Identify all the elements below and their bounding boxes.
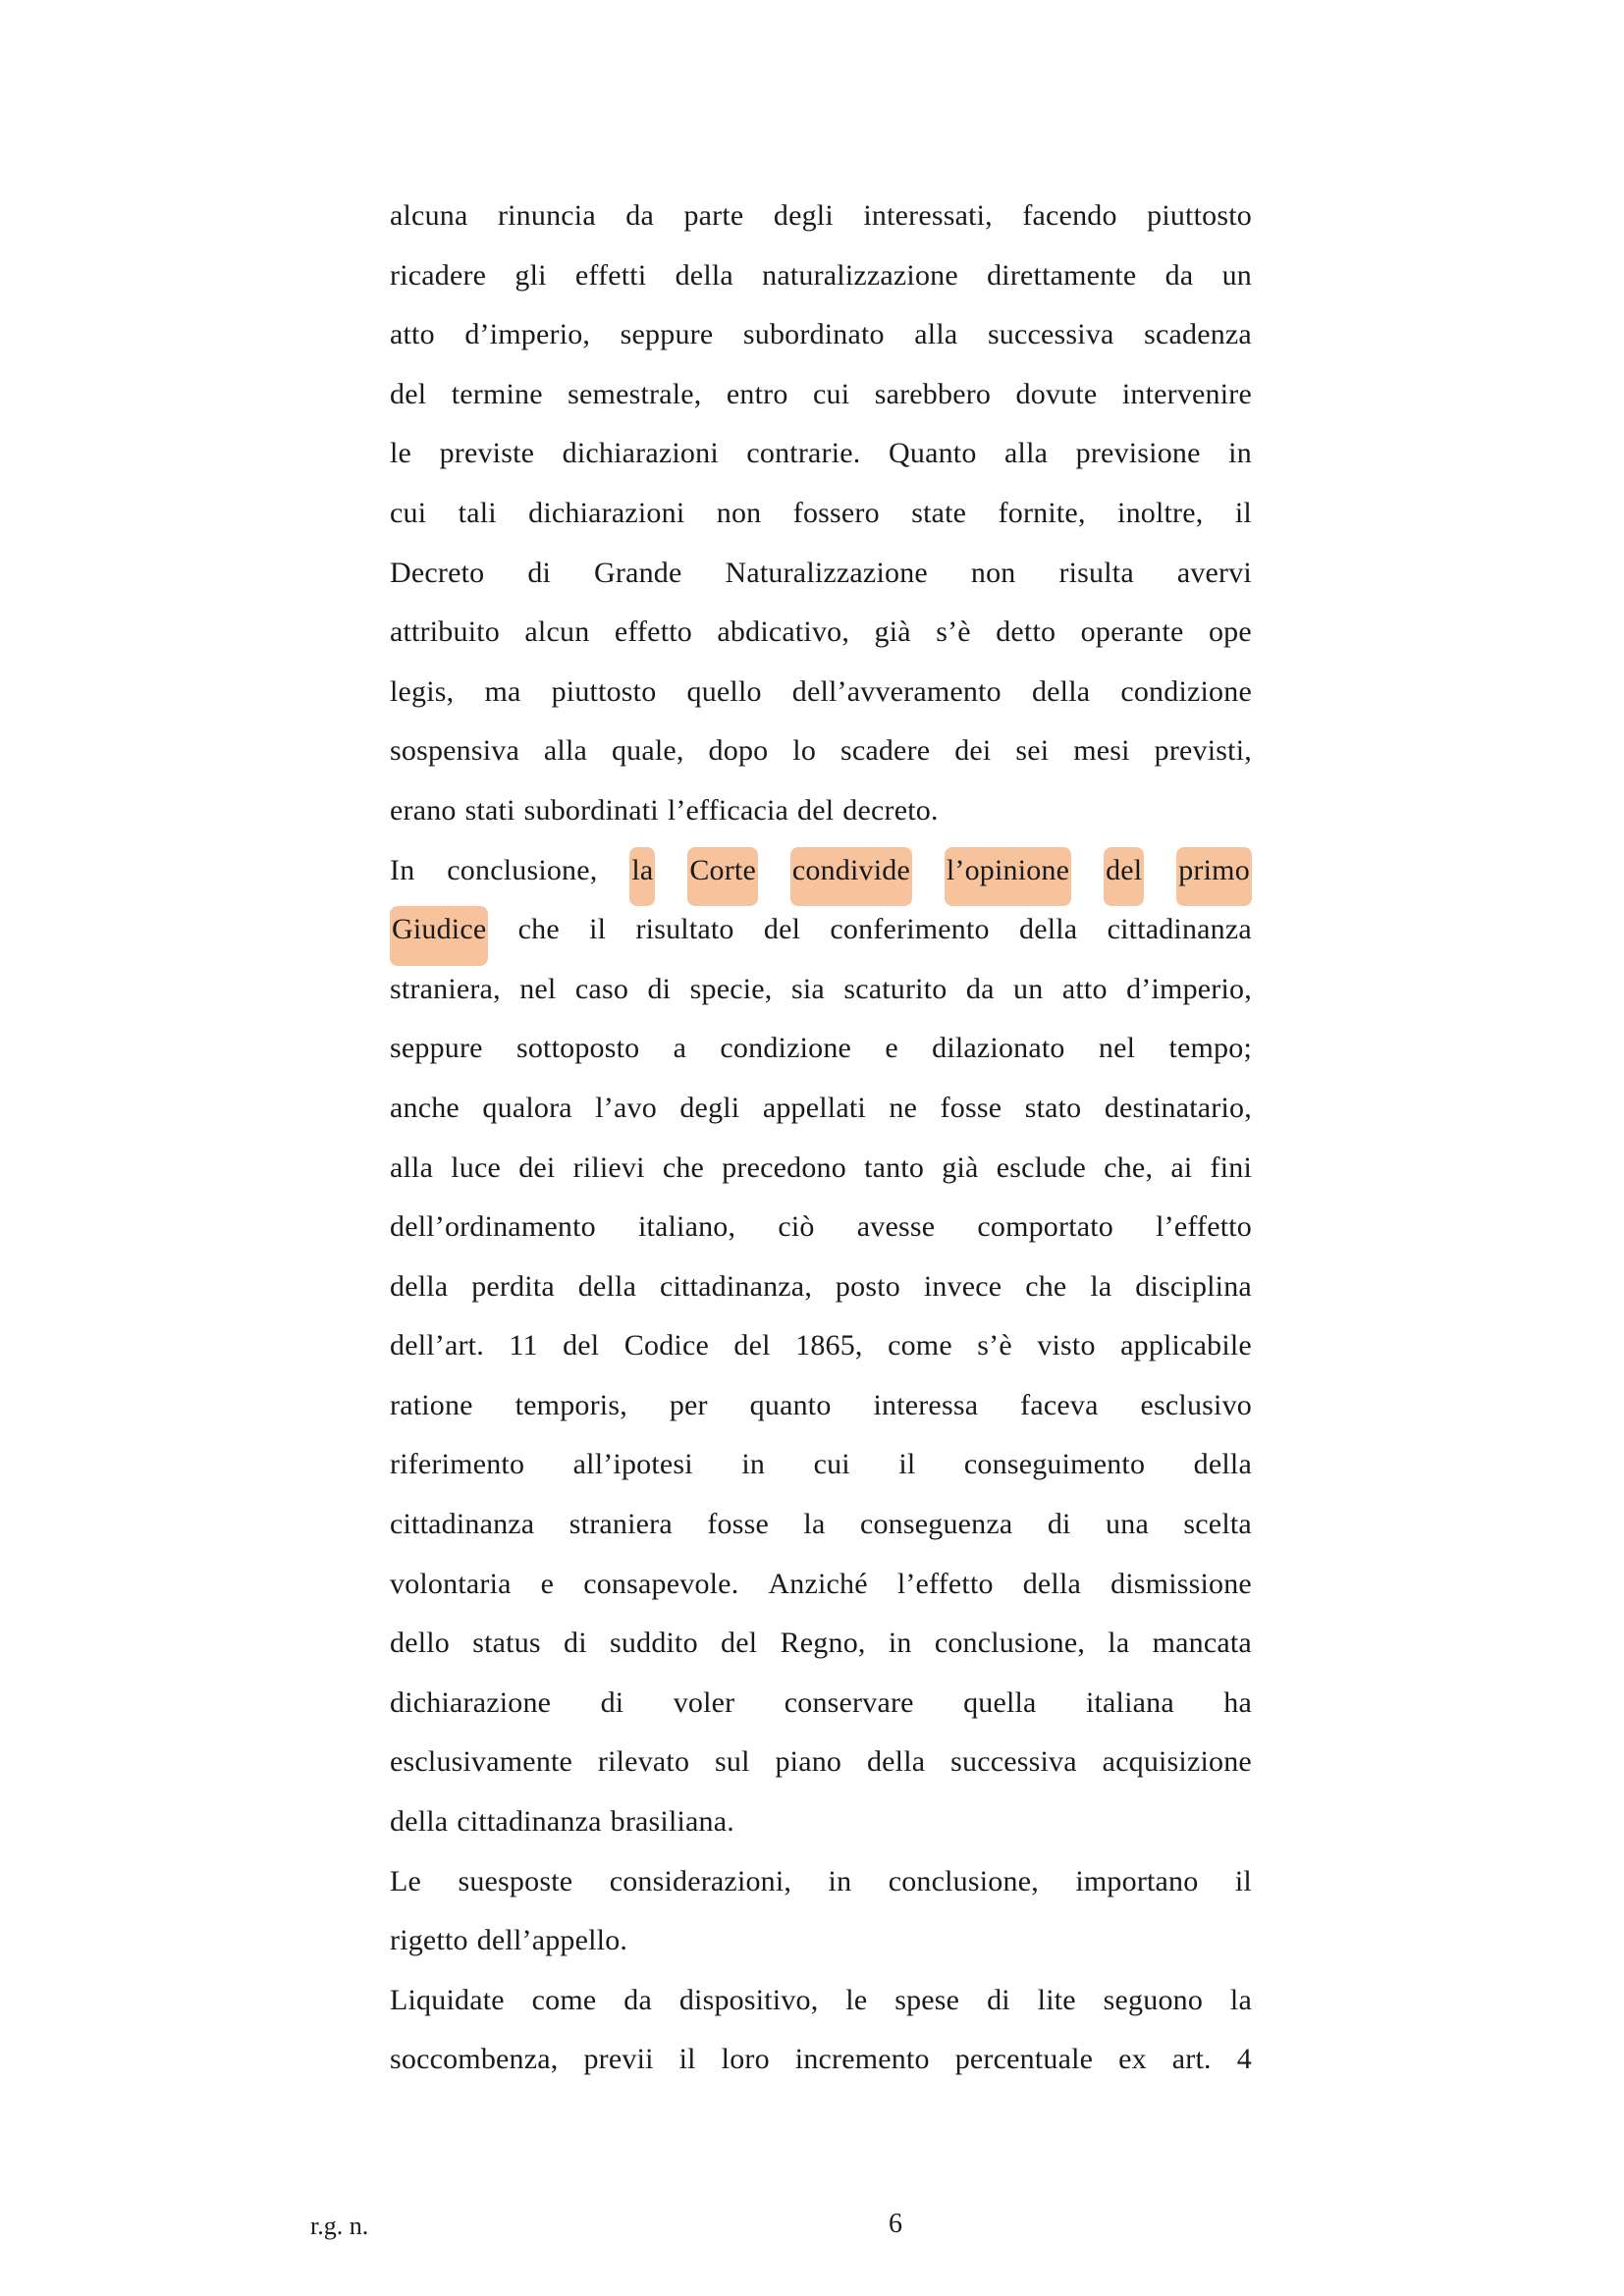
word: facendo — [1022, 199, 1117, 232]
word: cui — [813, 377, 850, 410]
word: della — [675, 258, 733, 292]
word: detto — [996, 615, 1056, 649]
word: ha — [1223, 1685, 1252, 1719]
word: da — [623, 1983, 652, 2016]
word: non — [970, 556, 1016, 589]
word: risultato — [635, 913, 734, 946]
word: percentuale — [954, 2043, 1094, 2076]
word: cittadinanza — [1107, 913, 1252, 946]
text-line — [390, 727, 1252, 787]
word: ope — [1208, 615, 1252, 649]
word: la — [1108, 1627, 1130, 1660]
word: avesse — [856, 1210, 936, 1244]
word: previste — [439, 437, 535, 470]
highlighted-word: primo — [1176, 847, 1252, 907]
word: art. — [1171, 2043, 1212, 2076]
highlighted-word: l’opinione — [945, 847, 1071, 907]
text-line — [390, 1322, 1252, 1382]
word: voler — [673, 1685, 735, 1719]
word: dilazionato — [932, 1032, 1065, 1065]
highlighted-word: Giudice — [390, 906, 488, 966]
word: della — [390, 1805, 449, 1839]
word: del — [733, 1329, 771, 1362]
word: un — [1221, 258, 1252, 292]
word: Quanto — [889, 437, 977, 470]
word: alla — [1004, 437, 1049, 470]
word: per — [669, 1388, 708, 1421]
word: che — [662, 1150, 705, 1184]
text-line — [390, 1917, 1252, 1977]
word: s’è — [936, 615, 971, 649]
text-line — [390, 1441, 1252, 1501]
highlighted-word: Corte — [687, 847, 758, 907]
text-line — [390, 1798, 1252, 1858]
word: l’effetto — [1156, 1210, 1252, 1244]
word: scadere — [839, 734, 931, 768]
word: cittadinanza — [390, 1508, 535, 1541]
word: considerazioni, — [609, 1864, 792, 1897]
word: Codice — [623, 1329, 709, 1362]
word: Regno, — [780, 1627, 866, 1660]
word: in — [828, 1864, 852, 1897]
word: nel — [519, 972, 557, 1005]
word: italiana — [1085, 1685, 1174, 1719]
word: cittadinanza — [457, 1805, 602, 1839]
word: lo — [792, 734, 817, 768]
word: del — [390, 377, 427, 410]
word: acquisizione — [1102, 1745, 1252, 1779]
text-line — [390, 550, 1252, 610]
word: nel — [1098, 1032, 1136, 1065]
word: tali — [458, 496, 497, 529]
word: interessa — [873, 1388, 979, 1421]
word: inoltre, — [1117, 496, 1204, 529]
word: previsione — [1075, 437, 1201, 470]
word: dell’avveramento — [791, 674, 1001, 708]
word: specie, — [689, 972, 773, 1005]
word: volontaria — [390, 1567, 512, 1600]
word: del — [797, 793, 835, 827]
word: Le — [390, 1864, 422, 1897]
word: intervenire — [1121, 377, 1252, 410]
word: del — [563, 1329, 600, 1362]
word: fornite, — [998, 496, 1086, 529]
word: dichiarazioni — [562, 437, 719, 470]
word: tanto — [864, 1150, 925, 1184]
word: direttamente — [987, 258, 1137, 292]
word: anche — [390, 1091, 460, 1124]
text-line — [390, 1561, 1252, 1621]
word: la — [803, 1508, 826, 1541]
word: l’effetto — [896, 1567, 994, 1600]
word: che — [1025, 1269, 1067, 1303]
word: semestrale, — [568, 377, 702, 410]
word: risulta — [1058, 556, 1134, 589]
text-line — [390, 1382, 1252, 1442]
word: perdita — [471, 1269, 555, 1303]
word: alcun — [524, 615, 590, 649]
word: appellati — [762, 1091, 866, 1124]
word: fini — [1210, 1150, 1252, 1184]
word: di — [564, 1627, 587, 1660]
word: della — [577, 1269, 637, 1303]
word: conferimento — [830, 913, 990, 946]
word: gli — [514, 258, 547, 292]
word: qualora — [482, 1091, 572, 1124]
word: che, — [1104, 1150, 1154, 1184]
word: condizione — [1120, 674, 1252, 708]
word: riferimento — [390, 1448, 525, 1481]
text-line — [390, 490, 1252, 550]
word: rigetto — [390, 1924, 468, 1957]
word: di — [600, 1685, 624, 1719]
text-line — [390, 1263, 1252, 1323]
word: destinatario, — [1104, 1091, 1252, 1124]
word: luce — [451, 1150, 502, 1184]
word: s’è — [977, 1329, 1012, 1362]
word: tempo; — [1168, 1032, 1252, 1065]
word: da — [965, 972, 995, 1005]
word: 4 — [1236, 2043, 1252, 2076]
word: Grande — [594, 556, 682, 589]
word: dovute — [1015, 377, 1098, 410]
word: della — [1022, 1567, 1082, 1600]
text-line — [390, 311, 1252, 371]
word: a — [673, 1032, 687, 1065]
word: quanto — [749, 1388, 832, 1421]
word: straniera — [568, 1508, 673, 1541]
word: scaturito — [843, 972, 947, 1005]
text-line — [390, 1145, 1252, 1204]
word: termine — [451, 377, 543, 410]
word: decreto. — [842, 793, 939, 827]
word: ma — [484, 674, 521, 708]
word: della — [866, 1745, 926, 1779]
word: rinuncia — [497, 199, 596, 232]
word: e — [885, 1032, 898, 1065]
word: precedono — [722, 1150, 846, 1184]
word: di — [647, 972, 672, 1005]
word: 1865, — [795, 1329, 863, 1362]
text-line — [390, 252, 1252, 312]
word: le — [845, 1983, 868, 2016]
word: ne — [889, 1091, 918, 1124]
footer-reference: r.g. n. — [310, 2212, 369, 2240]
word: il — [1234, 496, 1252, 529]
word: mesi — [1073, 734, 1130, 768]
word: In — [390, 853, 415, 886]
word: di — [987, 1983, 1010, 2016]
word: soccombenza, — [390, 2043, 559, 2076]
word: conclusione, — [447, 853, 598, 886]
text-line — [390, 1025, 1252, 1085]
word: fosse — [707, 1508, 769, 1541]
word: dopo — [708, 734, 769, 768]
word: in — [888, 1627, 912, 1660]
word: in — [741, 1448, 766, 1481]
word: rilevato — [597, 1745, 690, 1779]
word: una — [1106, 1508, 1149, 1541]
word: Anziché — [768, 1567, 868, 1600]
text-line — [390, 2036, 1252, 2096]
text-line — [390, 906, 1252, 966]
word: conclusione, — [888, 1864, 1039, 1897]
word: straniera, — [390, 972, 501, 1005]
word: alla — [914, 318, 958, 351]
word: dell’art. — [390, 1329, 484, 1362]
text-line — [390, 966, 1252, 1026]
word: d’imperio, — [1126, 972, 1252, 1005]
word: in — [1228, 437, 1252, 470]
word: previsti, — [1154, 734, 1252, 768]
word: posto — [835, 1269, 900, 1303]
word: suddito — [610, 1627, 698, 1660]
text-line — [390, 192, 1252, 252]
word: dei — [518, 1150, 556, 1184]
word: non — [716, 496, 762, 529]
word: legis, — [390, 674, 455, 708]
word: subordinato — [742, 318, 885, 351]
word: effetto — [614, 615, 692, 649]
word: invece — [923, 1269, 1002, 1303]
word: quello — [686, 674, 762, 708]
word: condizione — [720, 1032, 852, 1065]
word: mancata — [1152, 1627, 1252, 1660]
word: quale, — [611, 734, 684, 768]
word: importano — [1075, 1864, 1199, 1897]
word: all’ipotesi — [572, 1448, 693, 1481]
word: atto — [1061, 972, 1108, 1005]
word: dichiarazioni — [528, 496, 685, 529]
word: sia — [790, 972, 825, 1005]
word: della — [1193, 1448, 1252, 1481]
word: dell’appello. — [476, 1924, 628, 1957]
text-line — [390, 1738, 1252, 1798]
word: la — [1229, 1983, 1252, 2016]
word: atto — [390, 318, 435, 351]
word: disciplina — [1135, 1269, 1252, 1303]
word: caso — [574, 972, 629, 1005]
word: dei — [954, 734, 992, 768]
word: le — [390, 437, 412, 470]
word: successiva — [950, 1745, 1077, 1779]
word: conseguimento — [963, 1448, 1146, 1481]
word: comportato — [977, 1210, 1113, 1244]
word: ai — [1170, 1150, 1193, 1184]
word: Liquidate — [390, 1983, 505, 2016]
word: dell’ordinamento — [390, 1210, 596, 1244]
word: sospensiva — [390, 734, 519, 768]
word: del — [763, 913, 801, 946]
word: abdicativo, — [717, 615, 850, 649]
word: status — [472, 1627, 541, 1660]
word: consapevole. — [583, 1567, 739, 1600]
word: temporis, — [514, 1388, 627, 1421]
word: attribuito — [390, 615, 500, 649]
word: il — [678, 2043, 696, 2076]
text-line — [390, 1680, 1252, 1739]
text-line — [390, 1085, 1252, 1145]
word: degli — [773, 199, 834, 232]
word: il — [898, 1448, 916, 1481]
word: piuttosto — [551, 674, 657, 708]
word: alcuna — [390, 199, 468, 232]
word: dello — [390, 1627, 450, 1660]
word: 11 — [509, 1329, 538, 1362]
text-line — [390, 430, 1252, 490]
word: un — [1013, 972, 1044, 1005]
word: scadenza — [1144, 318, 1252, 351]
word: conclusione, — [934, 1627, 1086, 1660]
word: fosse — [940, 1091, 1002, 1124]
highlighted-word: la — [629, 847, 655, 907]
word: fossero — [792, 496, 880, 529]
word: ratione — [390, 1388, 473, 1421]
text-line — [390, 1501, 1252, 1561]
word: esclude — [996, 1150, 1087, 1184]
highlighted-word: del — [1104, 847, 1144, 907]
word: già — [942, 1150, 979, 1184]
word: incremento — [794, 2043, 930, 2076]
word: state — [911, 496, 967, 529]
word: ex — [1118, 2043, 1147, 2076]
word: stati — [464, 793, 515, 827]
word: dismissione — [1110, 1567, 1252, 1600]
word: come — [531, 1983, 597, 2016]
word: alla — [390, 1150, 434, 1184]
word: erano — [390, 793, 457, 827]
page-number: 6 — [889, 2209, 902, 2239]
word: dispositivo, — [678, 1983, 819, 2016]
word: sul — [715, 1745, 750, 1779]
text-line — [390, 847, 1252, 907]
text-line — [390, 609, 1252, 668]
word: italiano, — [637, 1210, 736, 1244]
word: che — [517, 913, 560, 946]
word: avervi — [1176, 556, 1252, 589]
word: esclusivo — [1140, 1388, 1252, 1421]
word: il — [1234, 1864, 1252, 1897]
body-text — [390, 192, 1252, 2096]
word: di — [1047, 1508, 1071, 1541]
text-line — [390, 668, 1252, 728]
word: da — [625, 199, 655, 232]
word: contrarie. — [746, 437, 861, 470]
word: l’avo — [595, 1091, 657, 1124]
word: la — [1090, 1269, 1112, 1303]
word: lite — [1037, 1983, 1076, 2016]
word: degli — [679, 1091, 740, 1124]
word: Naturalizzazione — [725, 556, 928, 589]
word: operante — [1080, 615, 1184, 649]
word: Decreto — [390, 556, 485, 589]
text-line — [390, 1858, 1252, 1918]
word: come — [888, 1329, 952, 1362]
word: piano — [775, 1745, 842, 1779]
word: applicabile — [1120, 1329, 1252, 1362]
word: suesposte — [458, 1864, 573, 1897]
word: alla — [543, 734, 588, 768]
word: piuttosto — [1147, 199, 1252, 232]
word: l’efficacia — [667, 793, 789, 827]
word: seppure — [620, 318, 714, 351]
word: seppure — [390, 1032, 483, 1065]
word: sarebbero — [874, 377, 992, 410]
word: da — [1164, 258, 1194, 292]
highlighted-word: condivide — [790, 847, 912, 907]
word: loro — [721, 2043, 770, 2076]
word: sottoposto — [515, 1032, 640, 1065]
word: il — [589, 913, 607, 946]
word: entro — [726, 377, 788, 410]
word: effetti — [574, 258, 647, 292]
word: faceva — [1020, 1388, 1099, 1421]
word: parte — [683, 199, 744, 232]
word: e — [540, 1567, 555, 1600]
word: cui — [813, 1448, 850, 1481]
word: successiva — [987, 318, 1114, 351]
word: naturalizzazione — [762, 258, 958, 292]
word: d’imperio, — [464, 318, 591, 351]
word: conservare — [784, 1685, 914, 1719]
word: rilievi — [572, 1150, 645, 1184]
word: spese — [894, 1983, 960, 2016]
word: della — [390, 1269, 449, 1303]
word: di — [527, 556, 552, 589]
word: subordinati — [523, 793, 659, 827]
word: dichiarazione — [390, 1685, 552, 1719]
word: cui — [390, 496, 427, 529]
text-line — [390, 1203, 1252, 1263]
word: della — [1031, 674, 1091, 708]
word: sei — [1015, 734, 1050, 768]
text-line — [390, 787, 1252, 847]
word: brasiliana. — [610, 1805, 734, 1839]
word: del — [721, 1627, 758, 1660]
text-line — [390, 1977, 1252, 2037]
word: già — [874, 615, 911, 649]
word: ciò — [778, 1210, 815, 1244]
word: ricadere — [390, 258, 487, 292]
word: seguono — [1103, 1983, 1204, 2016]
word: cittadinanza, — [660, 1269, 813, 1303]
word: quella — [963, 1685, 1037, 1719]
word: scelta — [1183, 1508, 1252, 1541]
word: visto — [1037, 1329, 1096, 1362]
word: stato — [1024, 1091, 1082, 1124]
word: esclusivamente — [390, 1745, 573, 1779]
text-line — [390, 1620, 1252, 1680]
word: previi — [583, 2043, 654, 2076]
text-line — [390, 371, 1252, 431]
word: interessati, — [863, 199, 993, 232]
word: conseguenza — [859, 1508, 1013, 1541]
word: della — [1019, 913, 1078, 946]
